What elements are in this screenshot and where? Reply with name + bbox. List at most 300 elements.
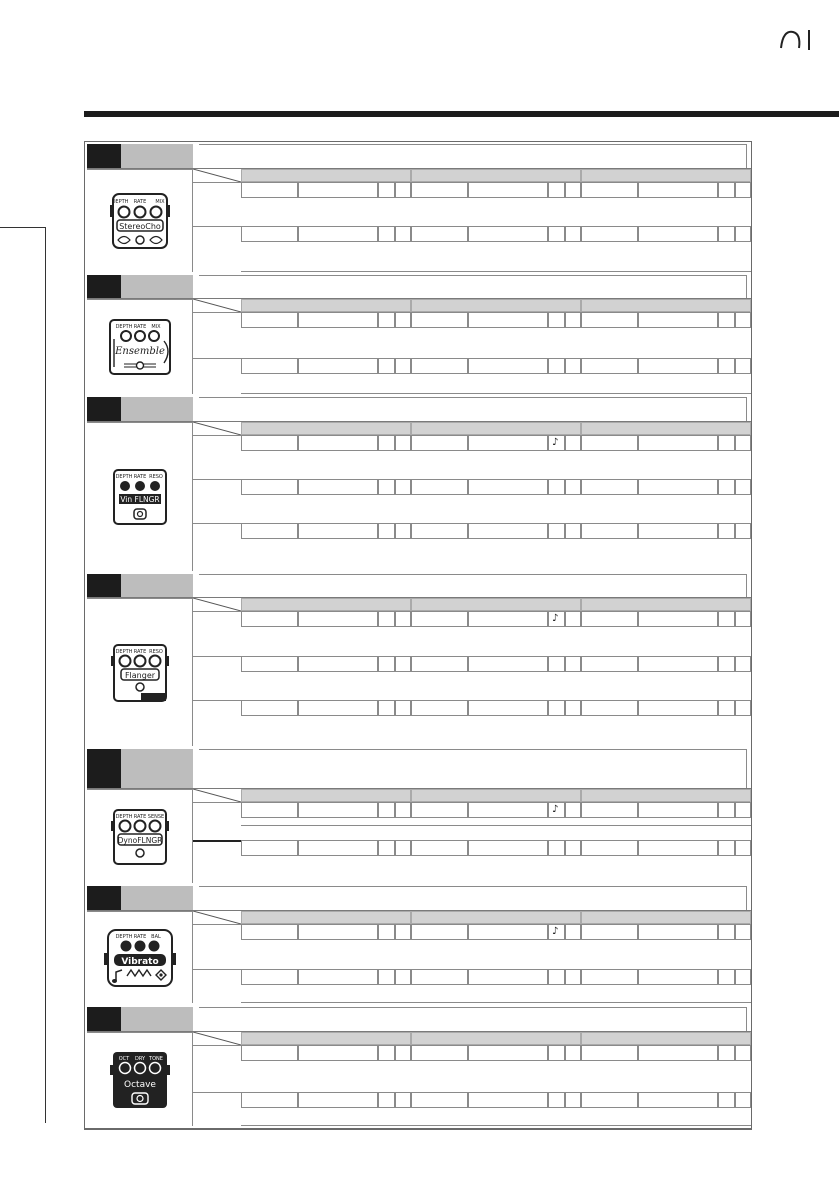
effect-block-flanger (87, 574, 751, 746)
param-range-cell (468, 358, 548, 374)
pedal-knob-label: DEPTH (115, 324, 132, 330)
param-name-cell (581, 802, 638, 818)
param-range-cell (298, 840, 378, 856)
param-range-cell (298, 226, 378, 242)
effect-image-box (87, 598, 193, 746)
param-range-cell (638, 182, 718, 198)
param-name-cell (581, 700, 638, 716)
effect-description-cell (199, 749, 747, 788)
param-range-cell (638, 969, 718, 985)
param-name-cell (241, 226, 298, 242)
param-range-cell (638, 611, 718, 627)
row-label (193, 1045, 241, 1092)
effect-name-cell (121, 886, 193, 910)
param-range-cell (468, 656, 548, 672)
diagonal-corner (193, 169, 241, 182)
effect-header (87, 574, 751, 598)
param-name-cell (411, 182, 468, 198)
column-header (241, 789, 411, 802)
effect-number-cell (87, 275, 121, 298)
param-range-cell (638, 656, 718, 672)
flag-cell (735, 479, 751, 495)
flag-cell (565, 1045, 581, 1061)
tap-cell (718, 523, 735, 539)
param-name-cell (241, 358, 298, 374)
tap-cell (718, 924, 735, 940)
tap-cell (718, 182, 735, 198)
diagonal-corner (193, 598, 241, 611)
effect-image-box (87, 1032, 193, 1126)
param-name-cell (581, 523, 638, 539)
pedal-knob-label: RATE (133, 324, 146, 330)
tap-cell (378, 523, 395, 539)
tempo-sync-note-icon: ♪ (552, 437, 559, 448)
tempo-sync-note-icon: ♪ (552, 613, 559, 624)
param-name-cell (241, 1045, 298, 1061)
effect-header (87, 397, 751, 422)
effect-block-vintage-flanger (87, 397, 751, 571)
tap-cell (378, 226, 395, 242)
top-rule (84, 111, 839, 117)
flag-cell (395, 1092, 411, 1108)
flag-cell (395, 656, 411, 672)
column-header (241, 598, 411, 611)
tap-cell (378, 924, 395, 940)
param-range-cell (468, 611, 548, 627)
param-range-cell (298, 479, 378, 495)
flag-cell (395, 840, 411, 856)
ensemble-pedal-icon (104, 317, 176, 377)
effect-name-cell (121, 275, 193, 298)
pedal-knob-label: SENSE (147, 813, 164, 820)
param-range-cell (468, 1045, 548, 1061)
tap-cell (378, 1045, 395, 1061)
param-name-cell (241, 611, 298, 627)
column-header (411, 789, 581, 802)
flag-cell (735, 924, 751, 940)
column-header (581, 299, 751, 312)
param-range-cell (638, 840, 718, 856)
param-range-cell (468, 969, 548, 985)
param-range-cell (468, 435, 548, 451)
flag-cell (395, 226, 411, 242)
flag-cell (565, 1092, 581, 1108)
effect-block-stereo-cho (87, 144, 751, 272)
effect-block-ensemble (87, 275, 751, 394)
column-header (411, 422, 581, 435)
description-underline (241, 825, 751, 826)
parameter-grid (193, 169, 751, 272)
column-header (411, 598, 581, 611)
row-label (193, 1092, 241, 1126)
tap-cell (548, 840, 565, 856)
tap-cell (548, 969, 565, 985)
param-name-cell (241, 312, 298, 328)
param-range-cell (468, 1092, 548, 1108)
param-range-cell (298, 358, 378, 374)
row-label (193, 924, 241, 969)
param-name-cell (241, 802, 298, 818)
flag-cell (735, 182, 751, 198)
page-number-mark (779, 26, 819, 52)
diagonal-corner (193, 1032, 241, 1045)
parameter-grid (193, 911, 751, 1003)
tap-cell (548, 226, 565, 242)
column-header (581, 789, 751, 802)
flag-cell (565, 435, 581, 451)
param-name-cell (241, 523, 298, 539)
flag-cell (565, 523, 581, 539)
pedal-knob-label: DEPTH (115, 813, 132, 820)
flag-cell (565, 226, 581, 242)
param-range-cell (638, 700, 718, 716)
flag-cell (735, 435, 751, 451)
parameter-grid (193, 789, 751, 883)
column-header (241, 911, 411, 924)
tap-cell (378, 611, 395, 627)
param-name-cell (411, 700, 468, 716)
flanger-pedal-icon (111, 642, 169, 704)
tap-cell (378, 1092, 395, 1108)
pedal-knob-label: RATE (133, 474, 146, 480)
param-range-cell (468, 226, 548, 242)
effect-header (87, 886, 751, 911)
effect-image-box (87, 911, 193, 1003)
column-header (241, 299, 411, 312)
effect-number-cell (87, 574, 121, 597)
tap-cell (548, 523, 565, 539)
effect-name-cell (121, 144, 193, 168)
param-name-cell (581, 840, 638, 856)
tap-cell (548, 312, 565, 328)
param-range-cell (638, 435, 718, 451)
param-name-cell (241, 479, 298, 495)
tap-cell (548, 435, 565, 451)
tap-cell (548, 479, 565, 495)
param-range-cell (298, 924, 378, 940)
tap-cell (378, 435, 395, 451)
pedal-knob-label: DEPTH (115, 648, 132, 655)
row-label (193, 182, 241, 226)
tap-cell (378, 312, 395, 328)
param-name-cell (581, 1045, 638, 1061)
row-label (193, 435, 241, 479)
flag-cell (735, 1092, 751, 1108)
flag-cell (735, 802, 751, 818)
tap-cell (718, 1045, 735, 1061)
param-name-cell (411, 226, 468, 242)
param-range-cell (468, 182, 548, 198)
param-name-cell (581, 1092, 638, 1108)
effect-name-cell (121, 1007, 193, 1031)
pedal-knob-label: MIX (154, 199, 165, 205)
effect-number-cell (87, 1007, 121, 1031)
pedal-knob-label: RATE (133, 933, 146, 940)
param-range-cell (638, 802, 718, 818)
tap-cell (378, 700, 395, 716)
dyno-flanger-pedal-icon (111, 807, 169, 867)
flag-cell (395, 1045, 411, 1061)
flag-cell (735, 312, 751, 328)
param-name-cell (411, 840, 468, 856)
column-header (581, 169, 751, 182)
flag-cell (735, 969, 751, 985)
tap-cell (378, 479, 395, 495)
tap-cell (718, 840, 735, 856)
flag-cell (735, 523, 751, 539)
diagonal-corner (193, 422, 241, 435)
effect-description-cell (199, 1007, 747, 1031)
param-range-cell (298, 700, 378, 716)
row-label (193, 479, 241, 523)
param-name-cell (581, 611, 638, 627)
param-name-cell (581, 656, 638, 672)
param-range-cell (638, 523, 718, 539)
column-header (411, 299, 581, 312)
tap-cell (548, 1092, 565, 1108)
param-name-cell (241, 969, 298, 985)
pedal-knob-label: MIX (150, 324, 161, 330)
pedal-name-label: Vibrato (120, 956, 159, 967)
param-name-cell (241, 435, 298, 451)
side-margin-line (0, 227, 46, 1123)
flag-cell (395, 924, 411, 940)
tap-cell (548, 182, 565, 198)
effect-name-cell (121, 574, 193, 597)
effect-image-box (87, 299, 193, 394)
param-range-cell (638, 226, 718, 242)
parameter-grid (193, 598, 751, 746)
param-range-cell (298, 802, 378, 818)
effect-header (87, 144, 751, 169)
flag-cell (395, 700, 411, 716)
param-name-cell (411, 802, 468, 818)
flag-cell (395, 611, 411, 627)
effect-number-cell (87, 749, 121, 788)
pedal-knob-label: RATE (133, 813, 146, 820)
flag-cell (565, 969, 581, 985)
effect-name-cell (121, 397, 193, 421)
row-label (193, 969, 241, 1003)
param-name-cell (411, 1045, 468, 1061)
pedal-knob-label: BAL (150, 933, 161, 940)
tap-cell (718, 435, 735, 451)
flag-cell (735, 840, 751, 856)
pedal-knob-label: DEPTH (111, 199, 128, 205)
column-header (241, 1032, 411, 1045)
pedal-name-label: Vin FLNGR (119, 495, 160, 504)
param-name-cell (581, 182, 638, 198)
param-name-cell (241, 840, 298, 856)
param-range-cell (298, 1092, 378, 1108)
row-label (193, 611, 241, 656)
column-header (241, 169, 411, 182)
tap-cell (548, 358, 565, 374)
tap-cell (548, 802, 565, 818)
flag-cell (565, 312, 581, 328)
tap-cell (718, 358, 735, 374)
effect-number-cell (87, 144, 121, 168)
tap-cell (718, 312, 735, 328)
effect-number-cell (87, 397, 121, 421)
param-range-cell (638, 1045, 718, 1061)
pedal-knob-label: RATE (133, 648, 146, 655)
pedal-knob-label: RESO (148, 648, 163, 655)
pedal-name-label: Ensemble (114, 346, 165, 357)
octave-pedal-icon (110, 1049, 170, 1111)
param-range-cell (298, 656, 378, 672)
param-range-cell (468, 312, 548, 328)
pedal-knob-label: OCT (118, 1055, 129, 1062)
effect-block-vibrato (87, 886, 751, 1003)
param-name-cell (581, 969, 638, 985)
param-range-cell (468, 802, 548, 818)
pedal-knob-label: RATE (133, 199, 146, 205)
param-range-cell (468, 700, 548, 716)
tap-cell (548, 656, 565, 672)
flag-cell (735, 656, 751, 672)
tap-cell (378, 656, 395, 672)
param-range-cell (638, 312, 718, 328)
flag-cell (395, 182, 411, 198)
description-underline (241, 1002, 751, 1003)
param-range-cell (468, 523, 548, 539)
tap-cell (548, 1045, 565, 1061)
param-name-cell (411, 969, 468, 985)
description-underline (241, 1125, 751, 1126)
tap-cell (378, 358, 395, 374)
param-range-cell (298, 182, 378, 198)
flag-cell (395, 479, 411, 495)
param-range-cell (638, 358, 718, 374)
row-label (193, 523, 241, 571)
column-header (411, 1032, 581, 1045)
param-name-cell (411, 523, 468, 539)
effect-description-cell (199, 397, 747, 421)
row-label (193, 802, 241, 840)
effect-header (87, 1007, 751, 1032)
tap-cell (548, 924, 565, 940)
row-label (193, 312, 241, 358)
param-name-cell (241, 700, 298, 716)
param-name-cell (411, 312, 468, 328)
effect-number-cell (87, 886, 121, 910)
row-label (193, 226, 241, 271)
tap-cell (718, 1092, 735, 1108)
diagonal-corner (193, 299, 241, 312)
flag-cell (395, 358, 411, 374)
row-label (193, 358, 241, 394)
effect-description-cell (199, 574, 747, 597)
flag-cell (565, 700, 581, 716)
param-name-cell (581, 924, 638, 940)
param-name-cell (411, 611, 468, 627)
row-label (193, 840, 241, 883)
param-range-cell (298, 1045, 378, 1061)
flag-cell (735, 358, 751, 374)
parameter-grid (193, 1032, 751, 1126)
param-name-cell (241, 182, 298, 198)
flag-cell (395, 435, 411, 451)
param-range-cell (638, 924, 718, 940)
description-underline (241, 271, 751, 272)
stereo-cho-pedal-icon (110, 191, 170, 251)
flag-cell (565, 840, 581, 856)
flag-cell (565, 182, 581, 198)
flag-cell (735, 611, 751, 627)
parameter-grid (193, 422, 751, 571)
column-header (581, 1032, 751, 1045)
param-name-cell (411, 358, 468, 374)
param-name-cell (411, 656, 468, 672)
flag-cell (735, 1045, 751, 1061)
param-name-cell (581, 226, 638, 242)
param-range-cell (298, 969, 378, 985)
flag-cell (565, 802, 581, 818)
param-name-cell (241, 924, 298, 940)
tap-cell (548, 700, 565, 716)
tap-cell (718, 226, 735, 242)
tap-cell (378, 182, 395, 198)
column-header (411, 911, 581, 924)
tap-cell (378, 969, 395, 985)
tap-cell (718, 656, 735, 672)
effect-block-dyno-flanger (87, 749, 751, 883)
param-name-cell (411, 1092, 468, 1108)
pedal-knob-label: TONE (148, 1055, 163, 1062)
effect-description-cell (199, 886, 747, 910)
effect-header (87, 749, 751, 789)
column-header (581, 911, 751, 924)
bottom-rule (84, 1128, 752, 1130)
flag-cell (565, 358, 581, 374)
param-range-cell (298, 312, 378, 328)
flag-cell (565, 924, 581, 940)
param-name-cell (241, 1092, 298, 1108)
param-range-cell (298, 611, 378, 627)
pedal-knob-label: DRY (134, 1055, 145, 1062)
effect-image-box (87, 422, 193, 571)
column-header (581, 422, 751, 435)
row-label (193, 656, 241, 700)
description-underline (241, 393, 751, 394)
param-name-cell (581, 479, 638, 495)
flag-cell (395, 312, 411, 328)
pedal-knob-label: RESO (148, 474, 163, 480)
effect-name-cell (121, 749, 193, 788)
pedal-knob-label: DEPTH (115, 474, 132, 480)
param-name-cell (581, 358, 638, 374)
pedal-name-label: StereoCho (118, 222, 161, 231)
effect-image-box (87, 789, 193, 883)
flag-cell (395, 802, 411, 818)
tap-cell (378, 840, 395, 856)
tap-cell (718, 969, 735, 985)
diagonal-corner (193, 789, 241, 802)
flag-cell (735, 226, 751, 242)
param-range-cell (638, 479, 718, 495)
param-name-cell (581, 435, 638, 451)
tap-cell (548, 611, 565, 627)
tap-cell (718, 802, 735, 818)
column-header (411, 169, 581, 182)
param-range-cell (468, 840, 548, 856)
effect-description-cell (199, 275, 747, 298)
tap-cell (718, 700, 735, 716)
param-name-cell (411, 479, 468, 495)
parameter-grid (193, 299, 751, 394)
param-range-cell (298, 523, 378, 539)
